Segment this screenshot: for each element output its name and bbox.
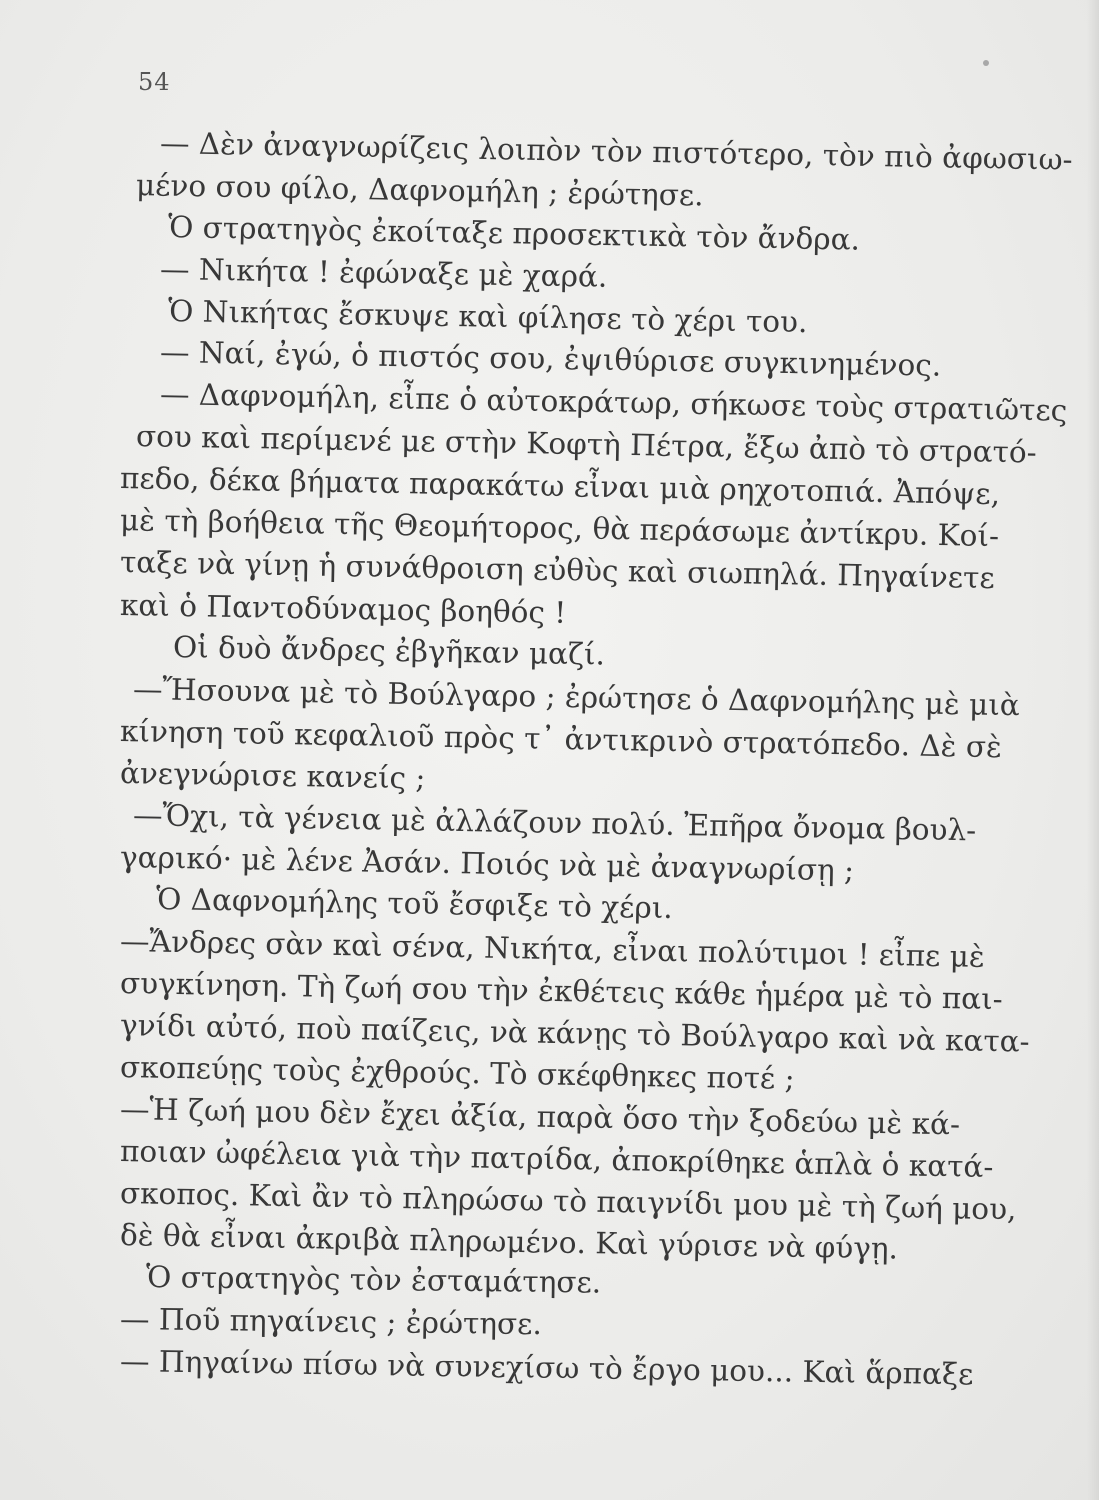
page-edge-shadow	[1087, 0, 1099, 1500]
text-line: σκοπος. Καὶ ἂν τὸ πληρώσω τὸ παιγνίδι μου μὲ τὴ ζωή μου,	[119, 1176, 1017, 1227]
text-line: σκοπεύῃς τοὺς ἐχθρούς. Τὸ σκέφθηκες ποτέ ;	[119, 1050, 795, 1096]
text-line: —Ἤσουνα μὲ τὸ Βούλγαρο ; ἐρώτησε ὁ Δαφνομήλης μὲ μιὰ	[132, 672, 1021, 723]
text-line: Ὁ στρατηγὸς ἐκοίταξε προσεκτικὰ τὸν ἄνδρα.	[167, 210, 861, 257]
paper-speck	[983, 60, 989, 66]
text-line: Ὁ στρατηγὸς τὸν ἐσταμάτησε.	[145, 1260, 602, 1300]
text-line: — Δαφνομήλη, εἶπε ὁ αὐτοκράτωρ, σήκωσε τοὺς στρατιῶτες	[159, 377, 1068, 428]
text-line: —Ἄνδρες σὰν καὶ σένα, Νικήτα, εἶναι πολύτιμοι ! εἶπε μὲ	[119, 924, 986, 974]
text-line: καὶ ὁ Παντοδύναμος βοηθός !	[119, 588, 567, 630]
text-line: ποιαν ὠφέλεια γιὰ τὴν πατρίδα, ἀποκρίθηκε ἁπλὰ ὁ κατά-	[119, 1134, 994, 1185]
body-text	[118, 118, 1073, 1408]
text-line: —Ἡ ζωή μου δὲν ἔχει ἀξία, παρὰ ὅσο τὴν ξοδεύω μὲ κά-	[119, 1092, 961, 1142]
text-line: μένο σου φίλο, Δαφνομήλη ; ἐρώτησε.	[135, 168, 704, 213]
text-line: — Ποῦ πηγαίνεις ; ἐρώτησε.	[119, 1302, 543, 1342]
text-line: δὲ θὰ εἶναι ἀκριβὰ πληρωμένο. Καὶ γύρισε νὰ φύγῃ.	[119, 1218, 899, 1266]
text-line: Ὁ Νικήτας ἔσκυψε καὶ φίλησε τὸ χέρι του.	[167, 294, 808, 340]
text-line: — Ναί, ἐγώ, ὁ πιστός σου, ἐψιθύρισε συγκινημένος.	[159, 335, 942, 383]
text-line: — Νικήτα ! ἐφώναξε μὲ χαρά.	[159, 252, 608, 294]
text-line: Οἱ δυὸ ἄνδρες ἐβγῆκαν μαζί.	[172, 630, 606, 672]
text-line: συγκίνηση. Τὴ ζωή σου τὴν ἐκθέτεις κάθε ἡμέρα μὲ τὸ παι-	[119, 966, 1003, 1017]
text-line: —Ὄχι, τὰ γένεια μὲ ἀλλάζουν πολύ. Ἐπῆρα ὄνομα βουλ-	[132, 798, 977, 848]
text-line: — Δὲν ἀναγνωρίζεις λοιπὸν τὸν πιστότερο, τὸν πιὸ ἀφωσιω-	[159, 126, 1073, 177]
text-line: γνίδι αὐτό, ποὺ παίζεις, νὰ κάνῃς τὸ Βούλγαρο καὶ νὰ κατα-	[119, 1008, 1030, 1059]
text-line: — Πηγαίνω πίσω νὰ συνεχίσω τὸ ἔργο μου... Καὶ ἅρπαξε	[119, 1344, 974, 1392]
text-line: κίνηση τοῦ κεφαλιοῦ πρὸς τ᾽ ἀντικρινὸ στρατόπεδο. Δὲ σὲ	[119, 714, 1003, 765]
text-line: γαρικό· μὲ λένε Ἀσάν. Ποιός νὰ μὲ ἀναγνωρίσῃ ;	[119, 840, 855, 888]
text-line: ἀνεγνώρισε κανείς ;	[119, 756, 426, 796]
text-line: Ὁ Δαφνομήλης τοῦ ἔσφιξε τὸ χέρι.	[155, 882, 674, 926]
text-line: ταξε νὰ γίνῃ ἡ συνάθροιση εὐθὺς καὶ σιωπηλά. Πηγαίνετε	[119, 545, 995, 596]
text-line: σου καὶ περίμενέ με στὴν Κοφτὴ Πέτρα, ἔξω ἀπὸ τὸ στρατό-	[135, 419, 1037, 470]
page-number: 54	[138, 68, 171, 96]
text-line: μὲ τὴ βοήθεια τῆς Θεομήτορος, θὰ περάσωμε ἀντίκρυ. Κοί-	[119, 503, 1000, 554]
text-line: πεδο, δέκα βήματα παρακάτω εἶναι μιὰ ρηχοτοπιά. Ἀπόψε,	[119, 461, 1001, 512]
